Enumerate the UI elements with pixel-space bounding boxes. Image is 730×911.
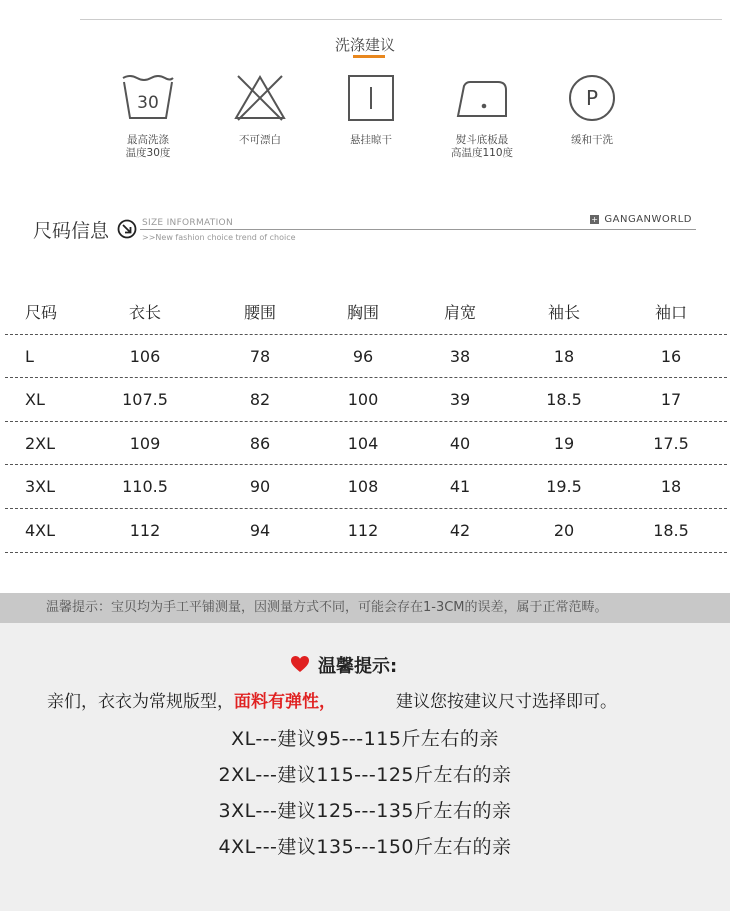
iron-110-icon bbox=[454, 72, 510, 124]
table-cell: 90 bbox=[249, 477, 271, 497]
header-shoulder: 肩宽 bbox=[443, 303, 476, 322]
wash-item-30 bbox=[93, 72, 203, 160]
table-cell: 107.5 bbox=[122, 390, 168, 410]
wash-caption-1: 最高洗涤 bbox=[127, 134, 169, 146]
table-row bbox=[0, 422, 730, 466]
table-cell: 82 bbox=[249, 390, 271, 410]
brand-plus-icon: + bbox=[591, 215, 599, 224]
wash-item-no-bleach bbox=[205, 72, 315, 147]
table-cell: 112 bbox=[129, 520, 161, 540]
wash-title: 洗涤建议 bbox=[334, 36, 395, 54]
notice-line-end: 建议您按建议尺寸选择即可。 bbox=[396, 692, 617, 712]
header-chest: 胸围 bbox=[346, 303, 379, 322]
table-header-row bbox=[0, 291, 730, 335]
recommendation-xl: XL---建议95---115斤左右的亲 bbox=[231, 728, 499, 750]
no-bleach-icon bbox=[232, 72, 288, 124]
dry-clean-caption: 缓和干洗 bbox=[571, 134, 613, 146]
table-cell: 41 bbox=[449, 477, 471, 497]
wash-temp-label: 30 bbox=[137, 93, 159, 113]
no-bleach-caption: 不可漂白 bbox=[239, 134, 281, 146]
arrow-circle-icon bbox=[117, 219, 137, 239]
header-length: 衣长 bbox=[128, 303, 161, 322]
size-table bbox=[0, 291, 730, 553]
table-cell: 18 bbox=[660, 477, 682, 497]
table-cell: 20 bbox=[553, 520, 575, 540]
notice-title: 温馨提示: bbox=[318, 656, 398, 677]
table-cell: 3XL bbox=[25, 477, 56, 497]
table-cell: 17 bbox=[660, 390, 682, 410]
table-cell: 100 bbox=[347, 390, 379, 410]
table-cell: 110.5 bbox=[122, 477, 168, 497]
size-info-title: 尺码信息 bbox=[33, 220, 110, 242]
recommendation-2xl: 2XL---建议115---125斤左右的亲 bbox=[218, 764, 512, 786]
wash-item-iron bbox=[427, 72, 537, 160]
notice-panel bbox=[0, 623, 730, 911]
size-info-rule bbox=[140, 229, 696, 230]
header-waist: 腰围 bbox=[243, 303, 276, 322]
table-cell: 19.5 bbox=[546, 477, 582, 497]
size-info-en-title: SIZE INFORMATION bbox=[142, 218, 233, 228]
iron-caption-1: 熨斗底板最 bbox=[455, 134, 509, 146]
table-cell: 4XL bbox=[25, 520, 56, 540]
recommendation-4xl: 4XL---建议135---150斤左右的亲 bbox=[218, 836, 512, 858]
table-cell: 112 bbox=[347, 520, 379, 540]
wash-caption-2: 温度30度 bbox=[125, 147, 171, 159]
table-cell: 109 bbox=[129, 433, 161, 453]
header-sleeve-length: 袖长 bbox=[547, 303, 580, 322]
hang-dry-icon bbox=[343, 72, 399, 124]
table-cell: 94 bbox=[249, 520, 271, 540]
table-row bbox=[0, 465, 730, 509]
notice-elastic-highlight: 面料有弹性， bbox=[234, 692, 336, 712]
table-cell: L bbox=[25, 346, 34, 366]
table-row bbox=[0, 509, 730, 553]
table-cell: 19 bbox=[553, 433, 575, 453]
notice-description bbox=[47, 687, 617, 712]
size-info-subtitle: >>New fashion choice trend of choice bbox=[142, 233, 296, 242]
table-cell: 42 bbox=[449, 520, 471, 540]
recommendation-3xl: 3XL---建议125---135斤左右的亲 bbox=[218, 800, 512, 822]
dry-clean-icon bbox=[564, 72, 620, 124]
table-cell: XL bbox=[25, 390, 45, 410]
table-cell: 17.5 bbox=[653, 433, 689, 453]
measurement-tip-bar: 温馨提示：宝贝均为手工平铺测量，因测量方式不同，可能会存在1-3CM的误差，属于正常范畴。 bbox=[0, 593, 730, 623]
table-row bbox=[0, 378, 730, 422]
header-size: 尺码 bbox=[25, 303, 58, 322]
table-cell: 39 bbox=[449, 390, 471, 410]
header-cuff: 袖口 bbox=[654, 303, 687, 322]
wash-item-dry-clean bbox=[537, 72, 647, 147]
table-cell: 18.5 bbox=[653, 520, 689, 540]
dry-clean-letter: P bbox=[585, 86, 599, 110]
table-cell: 86 bbox=[249, 433, 271, 453]
table-cell: 38 bbox=[449, 346, 471, 366]
wash-30-icon bbox=[120, 72, 176, 124]
table-cell: 16 bbox=[660, 346, 682, 366]
table-cell: 96 bbox=[352, 346, 374, 366]
table-cell: 78 bbox=[249, 346, 271, 366]
table-cell: 2XL bbox=[25, 433, 56, 453]
table-row bbox=[0, 335, 730, 379]
iron-caption-2: 高温度110度 bbox=[450, 147, 514, 159]
wash-item-hang-dry bbox=[316, 72, 426, 147]
brand-label bbox=[590, 214, 692, 225]
notice-line-start: 亲们，衣衣为常规版型， bbox=[47, 692, 234, 712]
table-cell: 18.5 bbox=[546, 390, 582, 410]
hang-dry-caption: 悬挂晾干 bbox=[350, 134, 392, 146]
wash-title-underline bbox=[353, 55, 385, 58]
brand-name: GANGANWORLD bbox=[604, 214, 692, 225]
table-cell: 104 bbox=[347, 433, 379, 453]
table-cell: 108 bbox=[347, 477, 379, 497]
table-cell: 40 bbox=[449, 433, 471, 453]
table-cell: 106 bbox=[129, 346, 161, 366]
table-cell: 18 bbox=[553, 346, 575, 366]
top-divider bbox=[80, 19, 722, 20]
